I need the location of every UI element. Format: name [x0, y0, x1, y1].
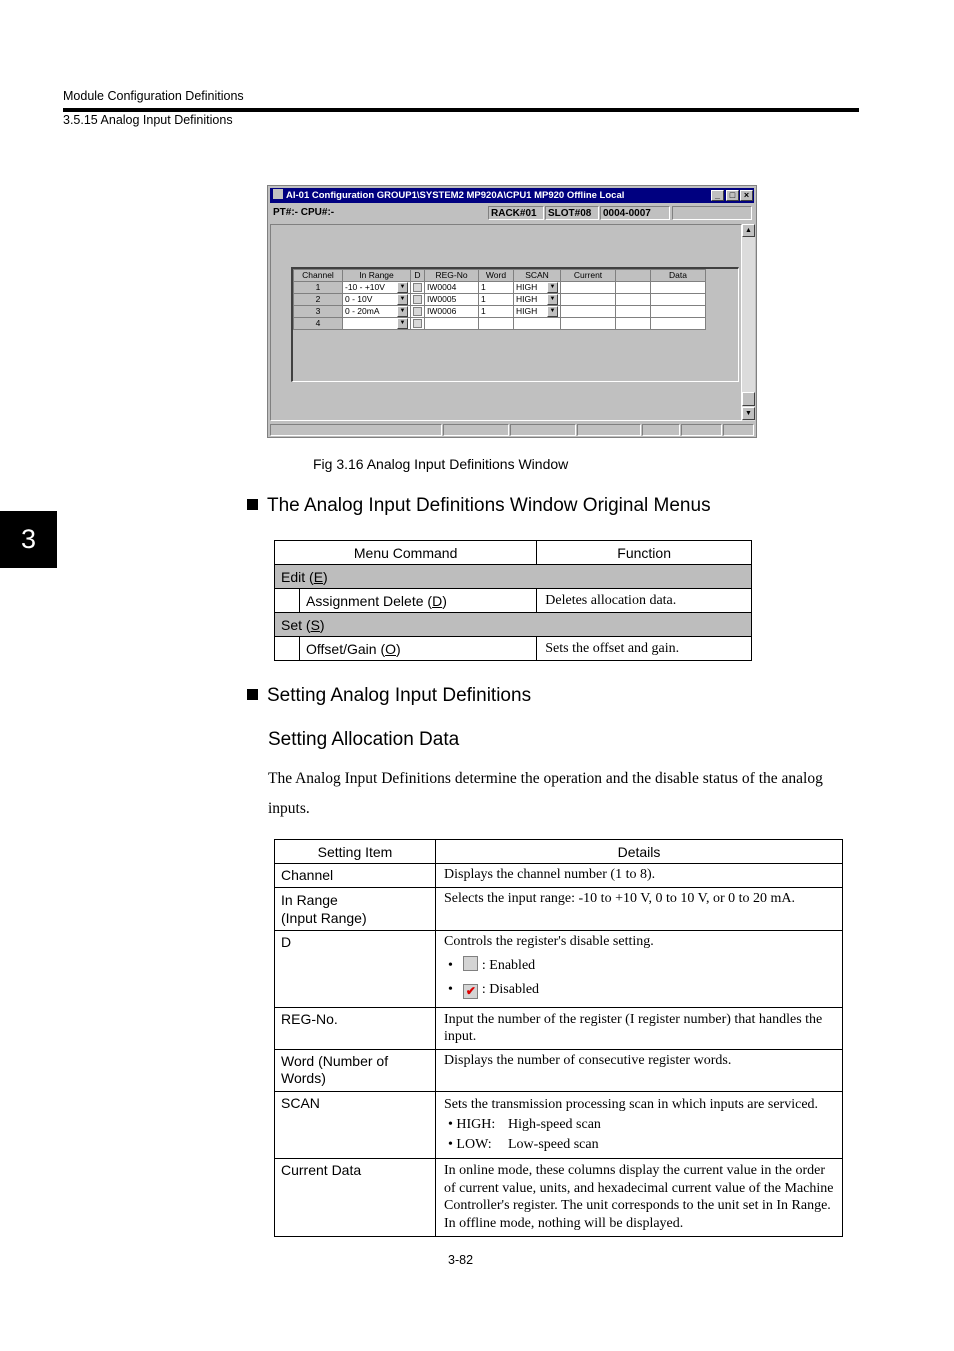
- setting-details: Selects the input range: -10 to +10 V, 0 to 10 V, or 0 to 20 mA.: [436, 888, 843, 931]
- blank-cell: [616, 318, 651, 330]
- scroll-thumb[interactable]: [742, 392, 755, 406]
- setting-item: Word (Number of Words): [275, 1050, 436, 1092]
- channel-cell: 3: [294, 306, 343, 318]
- status-pane: [510, 424, 576, 436]
- channel-cell: 1: [294, 282, 343, 294]
- scroll-up-icon[interactable]: ▲: [742, 224, 755, 237]
- table-row: [294, 306, 706, 318]
- header-section: Module Configuration Definitions: [63, 89, 244, 103]
- col-header-blank: [616, 270, 651, 282]
- intro-line-2: inputs.: [268, 800, 310, 817]
- dropdown-arrow-icon[interactable]: ▼: [547, 306, 558, 317]
- checked-box-icon: ✔: [463, 984, 478, 999]
- in-range-select[interactable]: [343, 318, 411, 330]
- status-pane: [577, 424, 641, 436]
- status-pane: [642, 424, 680, 436]
- scroll-down-icon[interactable]: ▼: [742, 407, 755, 420]
- channel-grid: [293, 269, 706, 330]
- dropdown-arrow-icon[interactable]: ▼: [397, 318, 408, 329]
- square-bullet-icon: [247, 689, 258, 700]
- blank-cell: [616, 282, 651, 294]
- table-row: [294, 294, 706, 306]
- info-blank-box: [672, 206, 752, 220]
- word-cell: 1: [479, 306, 514, 318]
- data-cell: [651, 306, 706, 318]
- data-cell: [651, 294, 706, 306]
- indent-cell: [275, 637, 300, 661]
- setting-item: Current Data: [275, 1159, 436, 1237]
- setting-details: In online mode, these columns display the current value in the order of current value, units, and hexadecimal current value of the Machine Controller's register. The unit corresponds to the unit set in In Range. In offline mode, nothing will be displayed.: [436, 1159, 843, 1237]
- pt-cpu-label: PT#:- CPU#:-: [271, 206, 486, 220]
- maximize-button[interactable]: □: [726, 190, 739, 201]
- close-button[interactable]: ×: [740, 190, 753, 201]
- settings-table: [274, 839, 843, 1237]
- channel-cell: 4: [294, 318, 343, 330]
- scan-select[interactable]: HIGH ▼: [514, 294, 561, 306]
- setting-item: In Range (Input Range): [275, 888, 436, 931]
- setting-item: Channel: [275, 864, 436, 888]
- menu-header-function: Function: [537, 541, 752, 565]
- data-cell: [651, 282, 706, 294]
- data-cell: [651, 318, 706, 330]
- scan-select[interactable]: HIGH ▼: [514, 282, 561, 294]
- reg-no-cell[interactable]: IW0005: [425, 294, 479, 306]
- dropdown-arrow-icon[interactable]: ▼: [397, 282, 408, 293]
- current-cell: [561, 282, 616, 294]
- col-header-d: D: [411, 270, 425, 282]
- in-range-select[interactable]: 0 - 20mA ▼: [343, 306, 411, 318]
- col-header-data: Data: [651, 270, 706, 282]
- slot-label: SLOT#08: [545, 206, 599, 220]
- vertical-scrollbar[interactable]: [742, 224, 755, 421]
- status-pane: [270, 424, 442, 436]
- setting-item: REG-No.: [275, 1008, 436, 1050]
- table-row: [294, 318, 706, 330]
- menu-item-function: Deletes allocation data.: [537, 589, 752, 613]
- scan-select[interactable]: [514, 318, 561, 330]
- section-heading-menus-text: The Analog Input Definitions Window Original Menus: [267, 495, 711, 516]
- dropdown-arrow-icon[interactable]: ▼: [547, 294, 558, 305]
- reg-no-cell[interactable]: IW0006: [425, 306, 479, 318]
- chapter-tab: 3: [0, 511, 57, 568]
- status-bar: [270, 424, 754, 436]
- section-heading-setting: [247, 685, 531, 707]
- table-row: [294, 282, 706, 294]
- menu-item-function: Sets the offset and gain.: [537, 637, 752, 661]
- scan-select[interactable]: HIGH ▼: [514, 306, 561, 318]
- settings-header-details: Details: [436, 840, 843, 864]
- status-pane: [443, 424, 509, 436]
- setting-details: Input the number of the register (I register number) that handles the input.: [436, 1008, 843, 1050]
- col-header-in-range: In Range: [343, 270, 411, 282]
- menu-item-offset-gain: Offset/Gain (O): [300, 637, 537, 661]
- address-range-label: 0004-0007: [600, 206, 670, 220]
- info-bar: [270, 205, 754, 222]
- setting-item: SCAN: [275, 1092, 436, 1159]
- disable-checkbox[interactable]: [411, 306, 425, 318]
- app-icon: [273, 189, 283, 199]
- grid-area: [270, 224, 742, 421]
- disable-checkbox[interactable]: [411, 282, 425, 294]
- channel-cell: 2: [294, 294, 343, 306]
- menu-header-command: Menu Command: [275, 541, 537, 565]
- subsection-heading: Setting Allocation Data: [268, 729, 460, 750]
- header-subsection: 3.5.15 Analog Input Definitions: [63, 113, 233, 127]
- resize-grip[interactable]: [723, 424, 754, 436]
- unchecked-box-icon: [463, 956, 478, 971]
- square-bullet-icon: [247, 499, 258, 510]
- in-range-select[interactable]: -10 - +10V ▼: [343, 282, 411, 294]
- setting-details: Displays the channel number (1 to 8).: [436, 864, 843, 888]
- menu-group-edit: Edit (E): [275, 565, 752, 589]
- word-cell: 1: [479, 282, 514, 294]
- setting-item: D: [275, 931, 436, 1008]
- current-cell: [561, 294, 616, 306]
- menu-group-set: Set (S): [275, 613, 752, 637]
- figure-caption: Fig 3.16 Analog Input Definitions Window: [313, 456, 569, 472]
- word-cell: 1: [479, 294, 514, 306]
- menu-item-assignment-delete: Assignment Delete (D): [300, 589, 537, 613]
- col-header-word: Word: [479, 270, 514, 282]
- status-pane: [681, 424, 722, 436]
- in-range-select[interactable]: 0 - 10V ▼: [343, 294, 411, 306]
- settings-header-item: Setting Item: [275, 840, 436, 864]
- dropdown-arrow-icon[interactable]: ▼: [547, 282, 558, 293]
- col-header-scan: SCAN: [514, 270, 561, 282]
- section-heading-menus: [247, 495, 711, 517]
- section-heading-setting-text: Setting Analog Input Definitions: [267, 685, 532, 706]
- ai-config-window: [267, 185, 757, 438]
- dropdown-arrow-icon[interactable]: ▼: [397, 306, 408, 317]
- window-title: AI-01 Configuration GROUP1\SYSTEM2 MP920A\CPU1 MP920 Offline Local: [286, 190, 625, 201]
- rack-label: RACK#01: [488, 206, 544, 220]
- col-header-current: Current: [561, 270, 616, 282]
- reg-no-cell[interactable]: IW0004: [425, 282, 479, 294]
- page-number: 3-82: [448, 1253, 474, 1267]
- reg-no-cell[interactable]: [425, 318, 479, 330]
- window-titlebar: [270, 188, 754, 203]
- current-cell: [561, 318, 616, 330]
- disable-checkbox[interactable]: [411, 318, 425, 330]
- blank-cell: [616, 294, 651, 306]
- dropdown-arrow-icon[interactable]: ▼: [397, 294, 408, 305]
- setting-details: Controls the register's disable setting. • : Enabled • ✔ : Disabled: [436, 931, 843, 1008]
- setting-details: Sets the transmission processing scan in which inputs are serviced. • HIGH: High-speed scan • LOW: Low-speed scan: [436, 1092, 843, 1159]
- blank-cell: [616, 306, 651, 318]
- menu-table: [274, 540, 752, 661]
- minimize-button[interactable]: _: [711, 190, 724, 201]
- word-cell: [479, 318, 514, 330]
- disable-checkbox[interactable]: [411, 294, 425, 306]
- intro-line-1: The Analog Input Definitions determine the operation and the disable status of the analog: [268, 770, 823, 787]
- current-cell: [561, 306, 616, 318]
- col-header-reg-no: REG-No: [425, 270, 479, 282]
- col-header-channel: Channel: [294, 270, 343, 282]
- indent-cell: [275, 589, 300, 613]
- header-rule: [63, 108, 859, 112]
- setting-details: Displays the number of consecutive register words.: [436, 1050, 843, 1092]
